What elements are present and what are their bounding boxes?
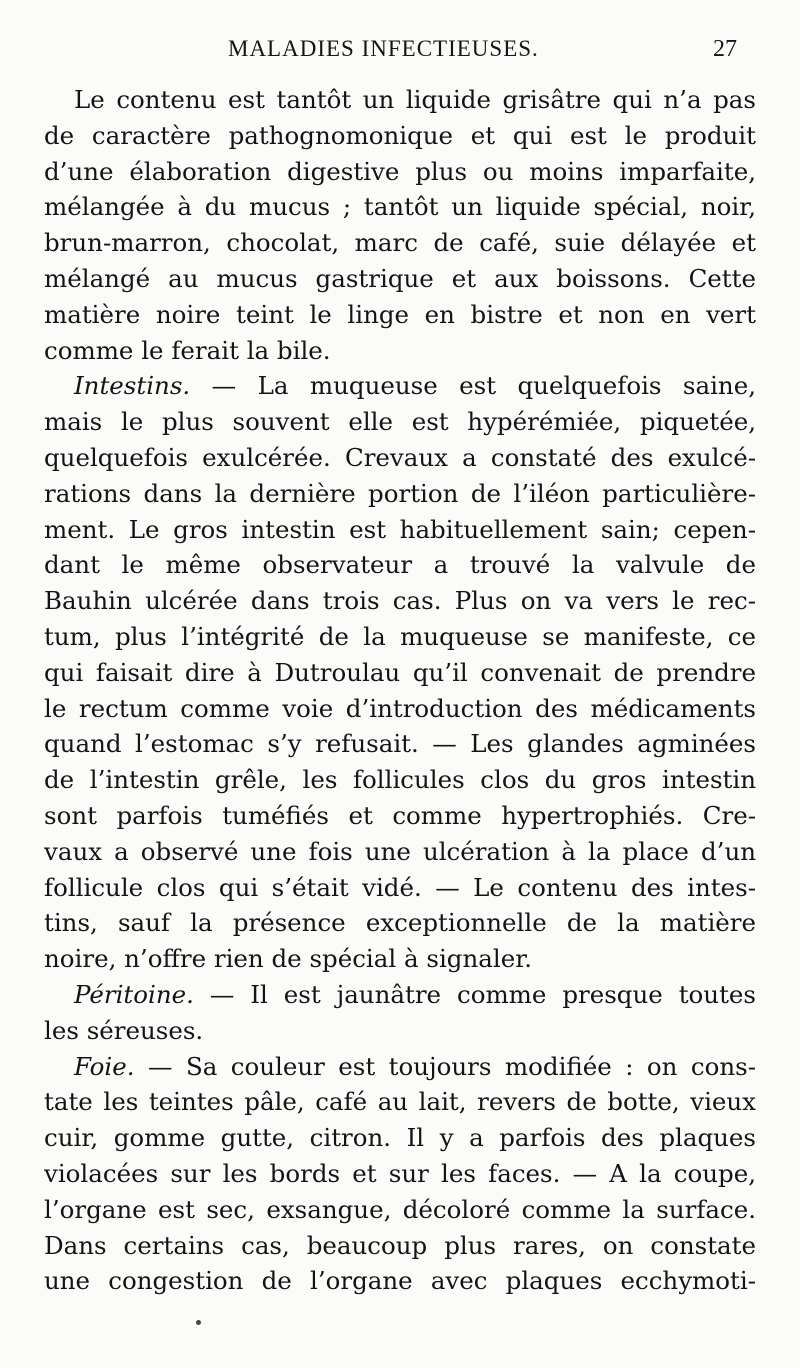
text-line-rest: — La muqueuse est quelquefois saine, xyxy=(190,371,756,401)
text-line: le rectum comme voie d’introduction des médicaments xyxy=(44,693,756,723)
text-line: quand l’estomac s’y refusait. — Les glandes agminées xyxy=(44,729,756,759)
section-lead-peritoine: Péritoine. xyxy=(74,979,194,1009)
text-line xyxy=(44,977,756,1013)
text-line: matière noire teint le linge en bistre et non en vert xyxy=(44,299,756,329)
body-text xyxy=(44,82,756,1299)
text-line: follicule clos qui s’était vidé. — Le contenu des intes- xyxy=(44,872,756,902)
paragraph-foie xyxy=(44,1049,756,1300)
text-line xyxy=(44,1049,756,1085)
text-line: de l’intestin grêle, les follicules clos du gros intestin xyxy=(44,765,756,795)
text-line: sont parfois tuméfiés et comme hypertrophiés. Cre- xyxy=(44,800,756,830)
text-line: mélangé au mucus gastrique et aux boissons. Cette xyxy=(44,263,756,293)
page-number: 27 xyxy=(713,36,737,62)
text-line: noire, n’offre rien de spécial à signaler. xyxy=(44,944,533,974)
text-line: de caractère pathognomonique et qui est le produit xyxy=(44,120,756,150)
text-line: ment. Le gros intestin est habituellement sain; cepen- xyxy=(44,514,756,544)
text-line: mais le plus souvent elle est hypérémiée, piquetée, xyxy=(44,407,756,437)
paragraph-peritoine xyxy=(44,977,756,1049)
text-line: d’une élaboration digestive plus ou moins imparfaite, xyxy=(44,156,756,186)
text-line: Dans certains cas, beaucoup plus rares, on constate xyxy=(44,1230,756,1260)
text-line-rest: — Sa couleur est toujours modifiée : on cons- xyxy=(134,1051,756,1081)
text-line: vaux a observé une fois une ulcération à la place d’un xyxy=(44,836,756,866)
text-line: cuir, gomme gutte, citron. Il y a parfois des plaques xyxy=(44,1123,756,1153)
text-line: dant le même observateur a trouvé la valvule de xyxy=(44,550,756,580)
text-line: tate les teintes pâle, café au lait, revers de botte, vieux xyxy=(44,1087,756,1117)
section-lead-foie: Foie. xyxy=(74,1051,135,1081)
text-line: l’organe est sec, exsangue, décoloré comme la surface. xyxy=(44,1194,756,1224)
text-line: mélangée à du mucus ; tantôt un liquide spécial, noir, xyxy=(44,192,756,222)
paragraph-intestins xyxy=(44,368,756,977)
running-header xyxy=(0,36,800,70)
text-line-rest: — Il est jaunâtre comme presque toutes xyxy=(193,979,756,1009)
print-speck xyxy=(196,1320,201,1325)
text-line: une congestion de l’organe avec plaques ecchymoti- xyxy=(44,1266,756,1296)
text-line xyxy=(44,368,756,404)
text-line: violacées sur les bords et sur les faces. — A la coupe, xyxy=(44,1158,756,1188)
text-line: tum, plus l’intégrité de la muqueuse se manifeste, ce xyxy=(44,621,756,651)
text-line: tins, sauf la présence exceptionnelle de la matière xyxy=(44,908,756,938)
text-line: rations dans la dernière portion de l’iléon particulière- xyxy=(44,478,756,508)
text-line: Le contenu est tantôt un liquide grisâtre qui n’a pas xyxy=(74,85,756,114)
text-line: quelquefois exulcérée. Crevaux a constaté des exulcé- xyxy=(44,442,756,472)
paragraph-contenu xyxy=(44,82,756,368)
section-lead-intestins: Intestins. xyxy=(74,371,191,401)
text-line: qui faisait dire à Dutroulau qu’il convenait de prendre xyxy=(44,657,756,687)
text-line: les séreuses. xyxy=(44,1015,204,1045)
text-line: Bauhin ulcérée dans trois cas. Plus on va vers le rec- xyxy=(44,586,756,616)
running-title: MALADIES INFECTIEUSES. xyxy=(228,36,539,61)
text-line: comme le ferait la bile. xyxy=(44,335,331,365)
text-line: brun-marron, chocolat, marc de café, suie délayée et xyxy=(44,228,756,258)
